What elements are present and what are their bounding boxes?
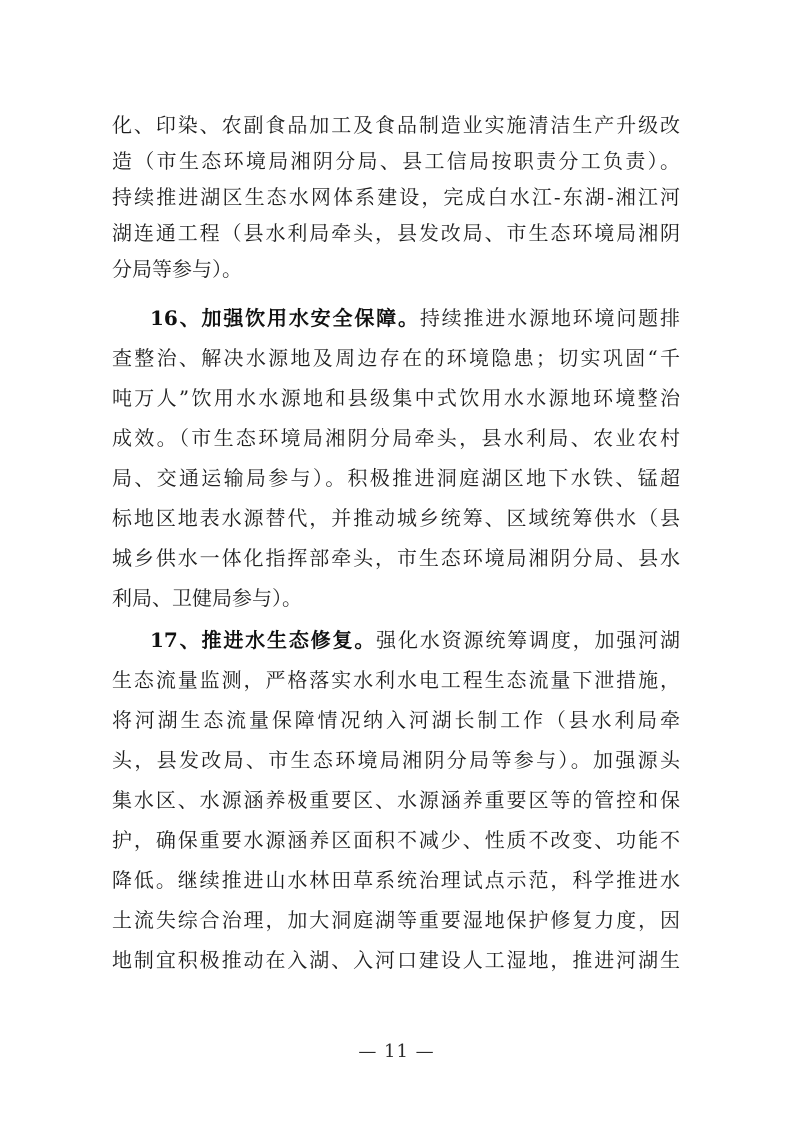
text-line: 将河湖生态流量保障情况纳入河湖长制工作（县水利局牵 [112,708,680,732]
paragraph-16 [112,298,680,618]
paragraph-first-line-text: 持续推进水源地环境问题排 [419,306,680,330]
text-line: 土流失综合治理，加大洞庭湖等重要湿地保护修复力度，因 [112,908,680,932]
text-line: 成效。（市生态环境局湘阴分局牵头，县水利局、农业农村 [112,426,680,450]
text-line: 降低。继续推进山水林田草系统治理试点示范，科学推进水 [112,868,680,892]
text-line: 利局、卫健局参与）。 [112,586,302,610]
section-heading-16: 16、加强饮用水安全保障。 [150,306,420,330]
paragraph-continuation [112,107,680,287]
text-line: 标地区地表水源替代，并推动城乡统筹、区域统筹供水（县 [112,506,680,530]
paragraph-first-line [112,298,680,338]
text-line: 局、交通运输局参与）。积极推进洞庭湖区地下水铁、锰超 [112,466,680,490]
text-line: 湖连通工程（县水利局牵头，县发改局、市生态环境局湘阴 [112,221,680,245]
paragraph-17 [112,620,680,980]
text-line: 护，确保重要水源涵养区面积不减少、性质不改变、功能不 [112,828,680,852]
paragraph-first-line [112,620,680,660]
text-line: 城乡供水一体化指挥部牵头，市生态环境局湘阴分局、县水 [112,546,680,570]
page-number: — 11 — [358,1041,435,1062]
text-line: 生态流量监测，严格落实水利水电工程生态流量下泄措施， [112,668,680,692]
text-line: 地制宜积极推动在入湖、入河口建设人工湿地，推进河湖生 [112,948,680,972]
text-line: 集水区、水源涵养极重要区、水源涵养重要区等的管控和保 [112,788,680,812]
text-line: 查整治、解决水源地及周边存在的环境隐患；切实巩固“千 [112,346,680,370]
text-line: 分局等参与）。 [112,257,242,281]
paragraph-first-line-text: 强化水资源统筹调度，加强河湖 [376,628,680,652]
section-heading-17: 17、推进水生态修复。 [150,628,377,652]
text-line: 化、印染、农副食品加工及食品制造业实施清洁生产升级改 [112,113,680,137]
text-line: 造（市生态环境局湘阴分局、县工信局按职责分工负责）。 [112,149,680,173]
text-line: 头，县发改局、市生态环境局湘阴分局等参与）。加强源头 [112,748,680,772]
text-line: 持续推进湖区生态水网体系建设，完成白水江-东湖-湘江河 [112,185,680,209]
text-line: 吨万人”饮用水水源地和县级集中式饮用水水源地环境整治 [112,386,680,410]
